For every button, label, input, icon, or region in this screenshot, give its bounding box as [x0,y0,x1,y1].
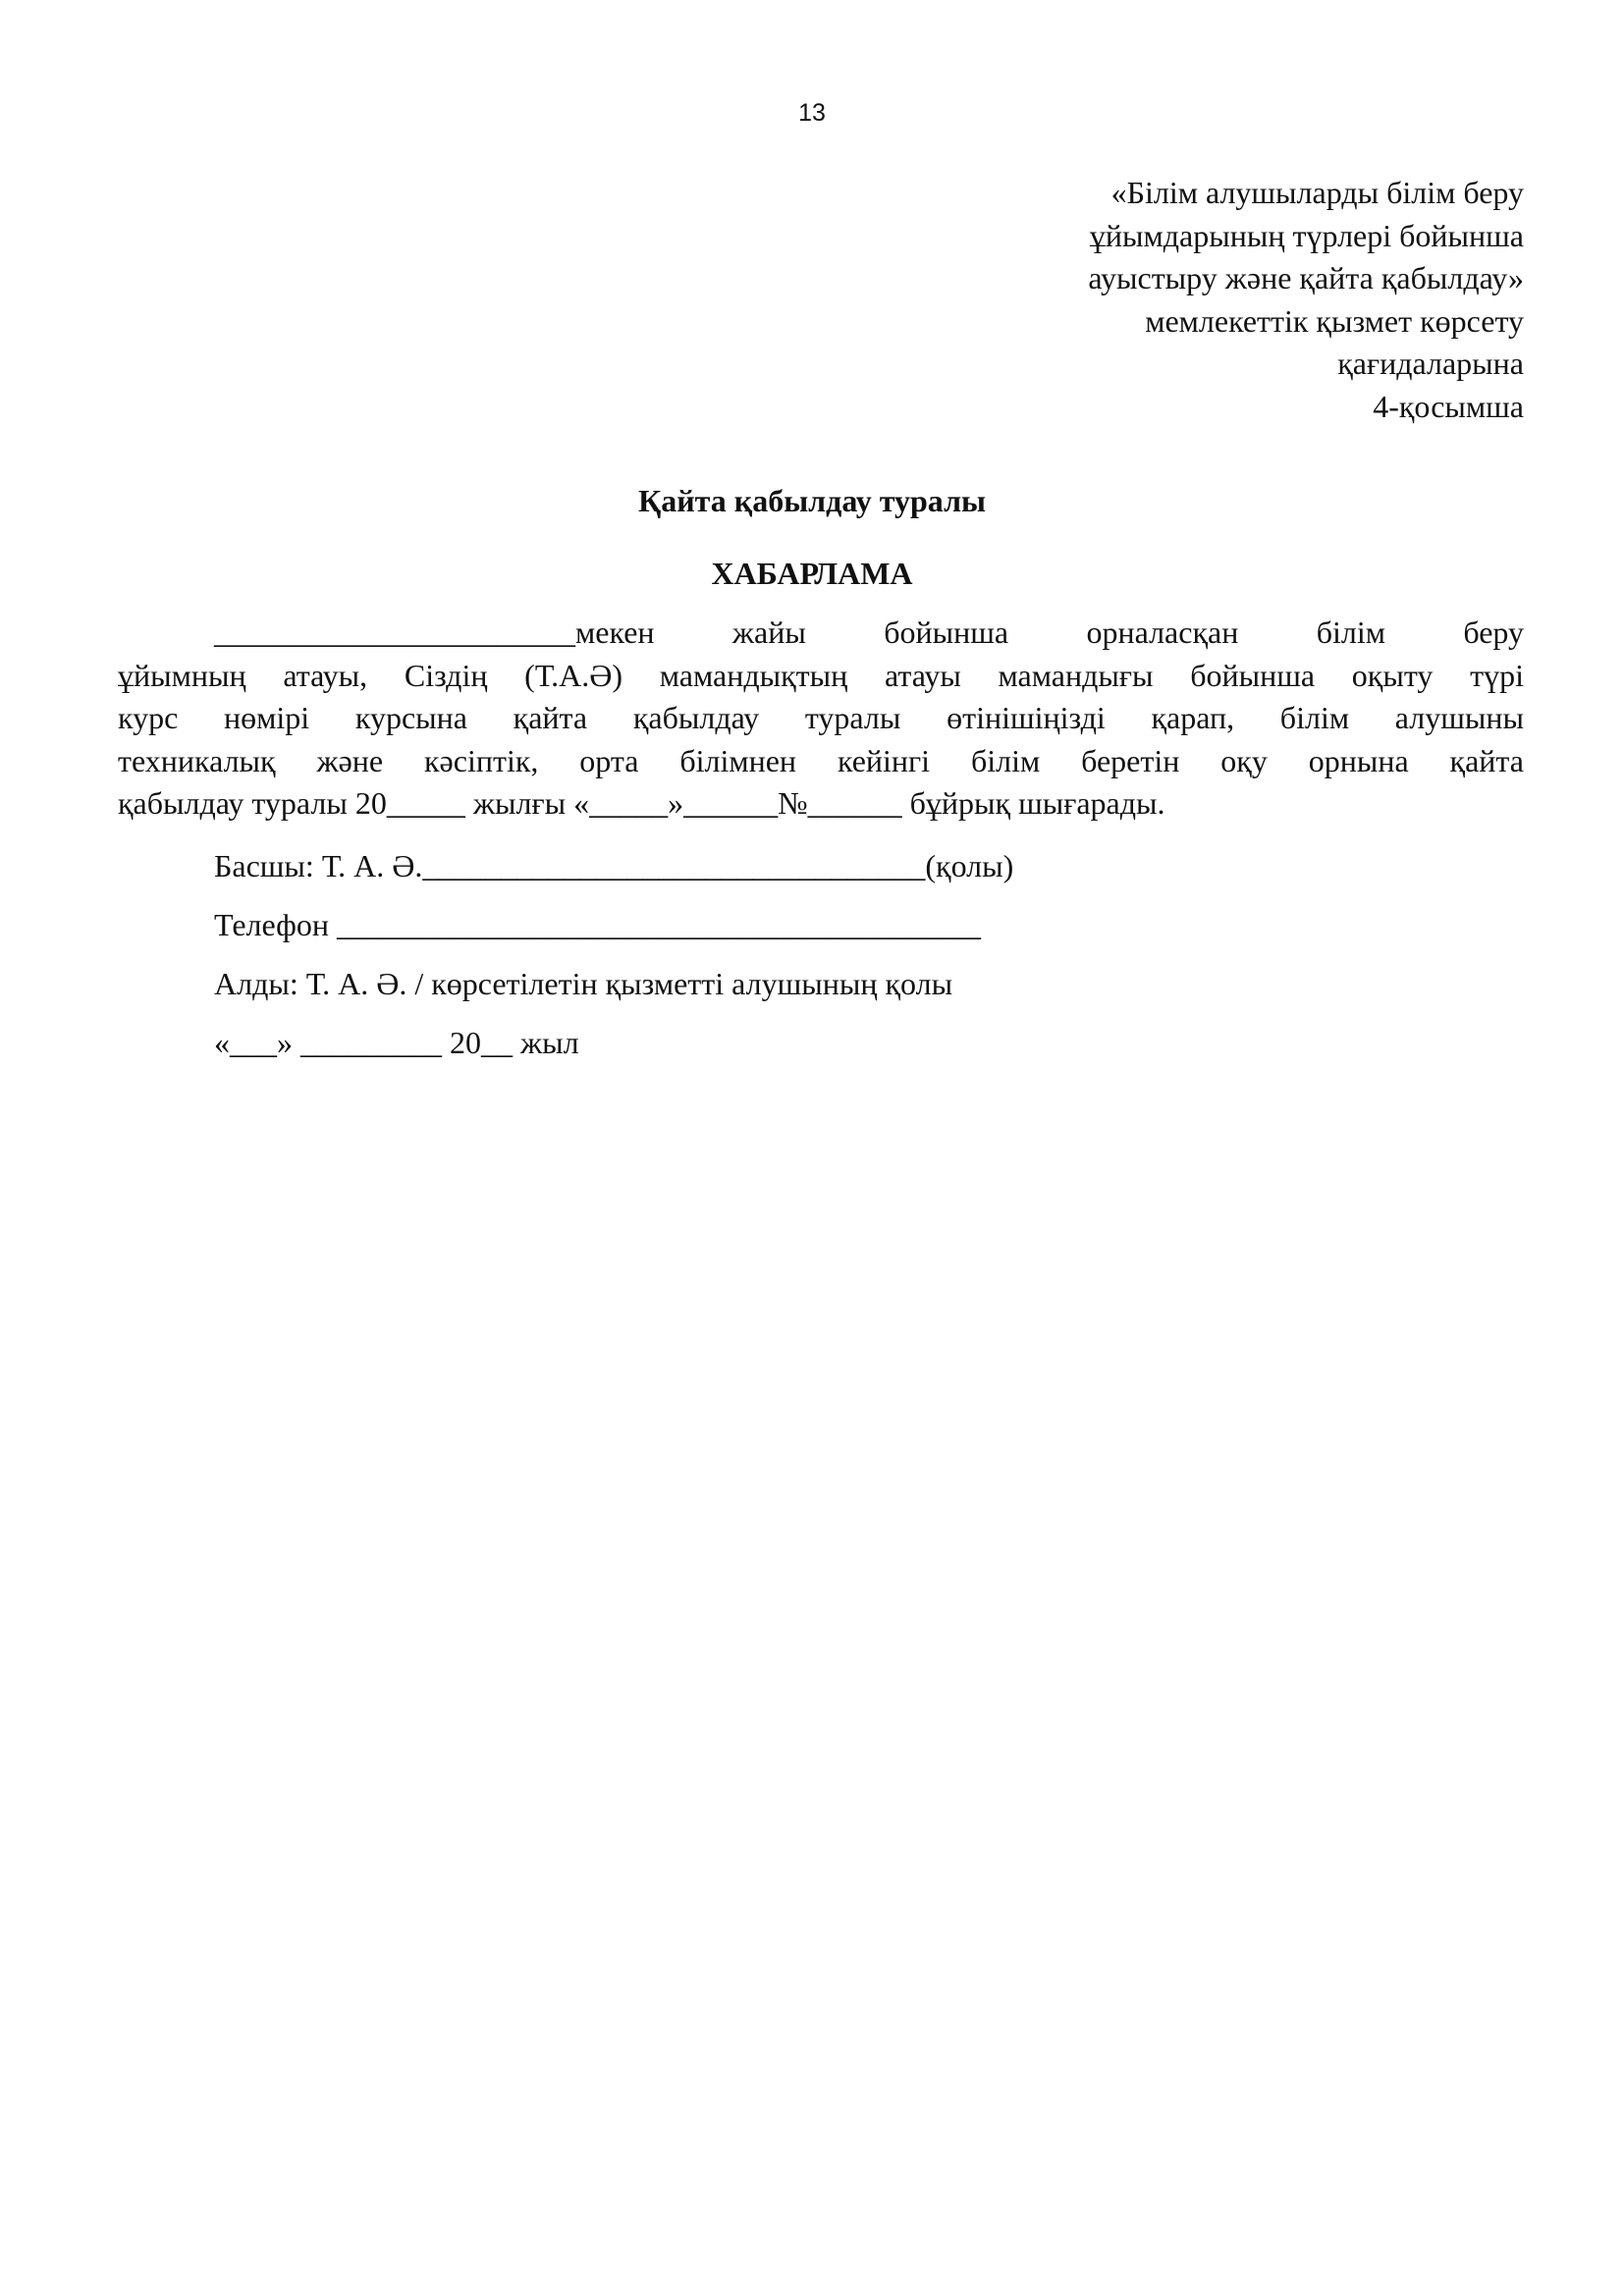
notice-body [118,612,1524,826]
appendix-line: «Білім алушыларды білім беру [1110,175,1524,210]
appendix-line: ауыстыру және қайта қабылдау» [1088,260,1524,295]
document-title: Қайта қабылдау туралы [638,483,986,518]
appendix-line: ұйымдарының түрлері бойынша [1089,217,1524,253]
body-line: _______________________мекен жайы бойынша орналасқан білім беру [214,614,1524,650]
appendix-line: 4-қосымша [1373,388,1524,424]
body-line: техникалық және кәсіптік, орта білімнен кейінгі білім беретін оқу орнына қайта [118,742,1524,778]
phone-line: Телефон _________________________________________ [214,907,981,942]
head-signature-line: Басшы: Т. А. Ә.________________________________(қолы) [214,848,1014,883]
received-line: Алды: Т. А. Ә. / көрсетілетін қызметті алушының қолы [214,966,953,1001]
document-title-notice: ХАБАРЛАМА [711,556,913,591]
appendix-note [1088,172,1524,428]
body-line: қабылдау туралы 20_____ жылғы «_____»______№______ бұйрық шығарады. [118,785,1165,821]
body-line: курс нөмірі курсына қайта қабылдау туралы өтінішіңізді қарап, білім алушыны [118,700,1524,735]
appendix-line: қағидаларына [1337,346,1524,381]
appendix-line: мемлекеттік қызмет көрсету [1145,302,1524,339]
body-line: ұйымның атауы, Сіздің (Т.А.Ә) мамандықтың атауы мамандығы бойынша оқыту түрі [118,657,1524,693]
date-line: «___» _________ 20__ жыл [214,1025,579,1060]
page-number: 13 [798,99,826,127]
